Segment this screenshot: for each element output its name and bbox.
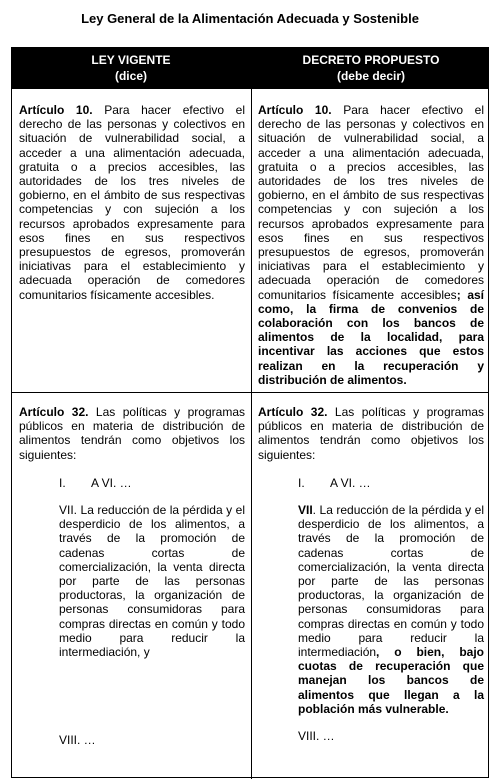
comparison-table — [11, 47, 489, 778]
header-left-title: LEY VIGENTE — [91, 53, 171, 67]
article-text: Las políticas y programas públicos en materia de distribución de alimentos tendrán como objetivos los siguientes: — [258, 405, 484, 462]
header-right-title: DECRETO PROPUESTO — [302, 53, 440, 67]
list-item — [59, 733, 245, 747]
list-item-number: I. — [59, 475, 66, 490]
header-right-subtitle: (debe decir) — [336, 69, 405, 83]
header-decreto-propuesto — [252, 52, 490, 84]
list-item — [298, 476, 484, 490]
list-item-text: VIII. … — [298, 729, 335, 744]
cell-right-articulo-32 — [258, 405, 484, 743]
list-item-text: VII. La reducción de la pérdida y el desperdicio de los alimentos, a través de la promoción de cadenas cortas de comercialización, la venta directa por parte de las personas productoras, la organización de personas consumidoras para compras directas en común y todo medio para reducir la intermediación, y — [59, 503, 245, 660]
document-title: Ley General de la Alimentación Adecuada y Sostenible — [81, 11, 419, 26]
list-item-label: VII — [298, 503, 313, 518]
article-label: Artículo 10. — [258, 103, 332, 117]
list-item-number: I. — [298, 475, 305, 490]
list-item — [59, 476, 245, 490]
added-text: ; así como, la firma de convenios de colaboración con los bancos de alimentos de la localidad, para incentivar las acciones que estos realizan en la recuperación y distribución de alimentos. — [258, 287, 484, 387]
cell-left-articulo-10 — [19, 103, 245, 302]
table-header-row — [12, 48, 488, 89]
added-text: , o bien, bajo cuotas de recuperación que manejan los bancos de alimentos que llegan a la población más vulnerable. — [298, 645, 484, 716]
article-label: Artículo 32. — [19, 405, 89, 419]
list-item-text: A VI. … — [91, 475, 132, 490]
cell-right-articulo-10 — [258, 103, 484, 387]
column-divider — [251, 89, 252, 779]
header-left-subtitle: (dice) — [114, 69, 147, 83]
article-text: Para hacer efectivo el derecho de las personas y colectivos en situación de vulnerabilidad social, a acceder a una alimentación adecuada, gratuita o a precios accesibles, las autoridades de los tres niveles de gobierno, en el ámbito de sus respectivas competencias y con sujeción a los recursos aprobados expresamente para esos fines en sus respectivos presupuestos de egresos, promoverán iniciativas para el establecimiento y adecuada operación de comedores comunitarios físicamente accesibles — [258, 103, 484, 302]
article-text: Para hacer efectivo el derecho de las personas y colectivos en situación de vulnerabilidad social, a acceder a una alimentación adecuada, gratuita o a precios accesibles, las autoridades de los tres niveles de gobierno, en el ámbito de sus respectivas competencias y con sujeción a los recursos aprobados expresamente para esos fines en sus respectivos presupuestos de egresos, promoverán iniciativas para el establecimiento y adecuada operación de comedores comunitarios físicamente accesibles. — [19, 103, 245, 302]
article-paragraph — [19, 405, 245, 462]
list-item-text: A VI. … — [330, 475, 371, 490]
header-ley-vigente — [12, 52, 250, 84]
cell-left-articulo-32 — [19, 405, 245, 747]
list-item-text: . La reducción de la pérdida y el desperdicio de los alimentos, a través de la promoción de cadenas cortas de comercialización, la venta directa por parte de las personas productoras, la organización de personas consumidoras para compras directas en común y todo medio para reducir la intermediación — [298, 503, 484, 660]
article-text: Las políticas y programas públicos en materia de distribución de alimentos tendrán como objetivos los siguientes: — [19, 405, 245, 462]
article-paragraph — [258, 405, 484, 462]
list-item-text: VIII. … — [59, 733, 96, 748]
article-label: Artículo 32. — [258, 405, 328, 419]
list-item — [59, 503, 245, 659]
list-item — [298, 503, 484, 716]
list-item — [298, 729, 484, 743]
article-label: Artículo 10. — [19, 103, 93, 117]
row-divider — [12, 392, 488, 393]
